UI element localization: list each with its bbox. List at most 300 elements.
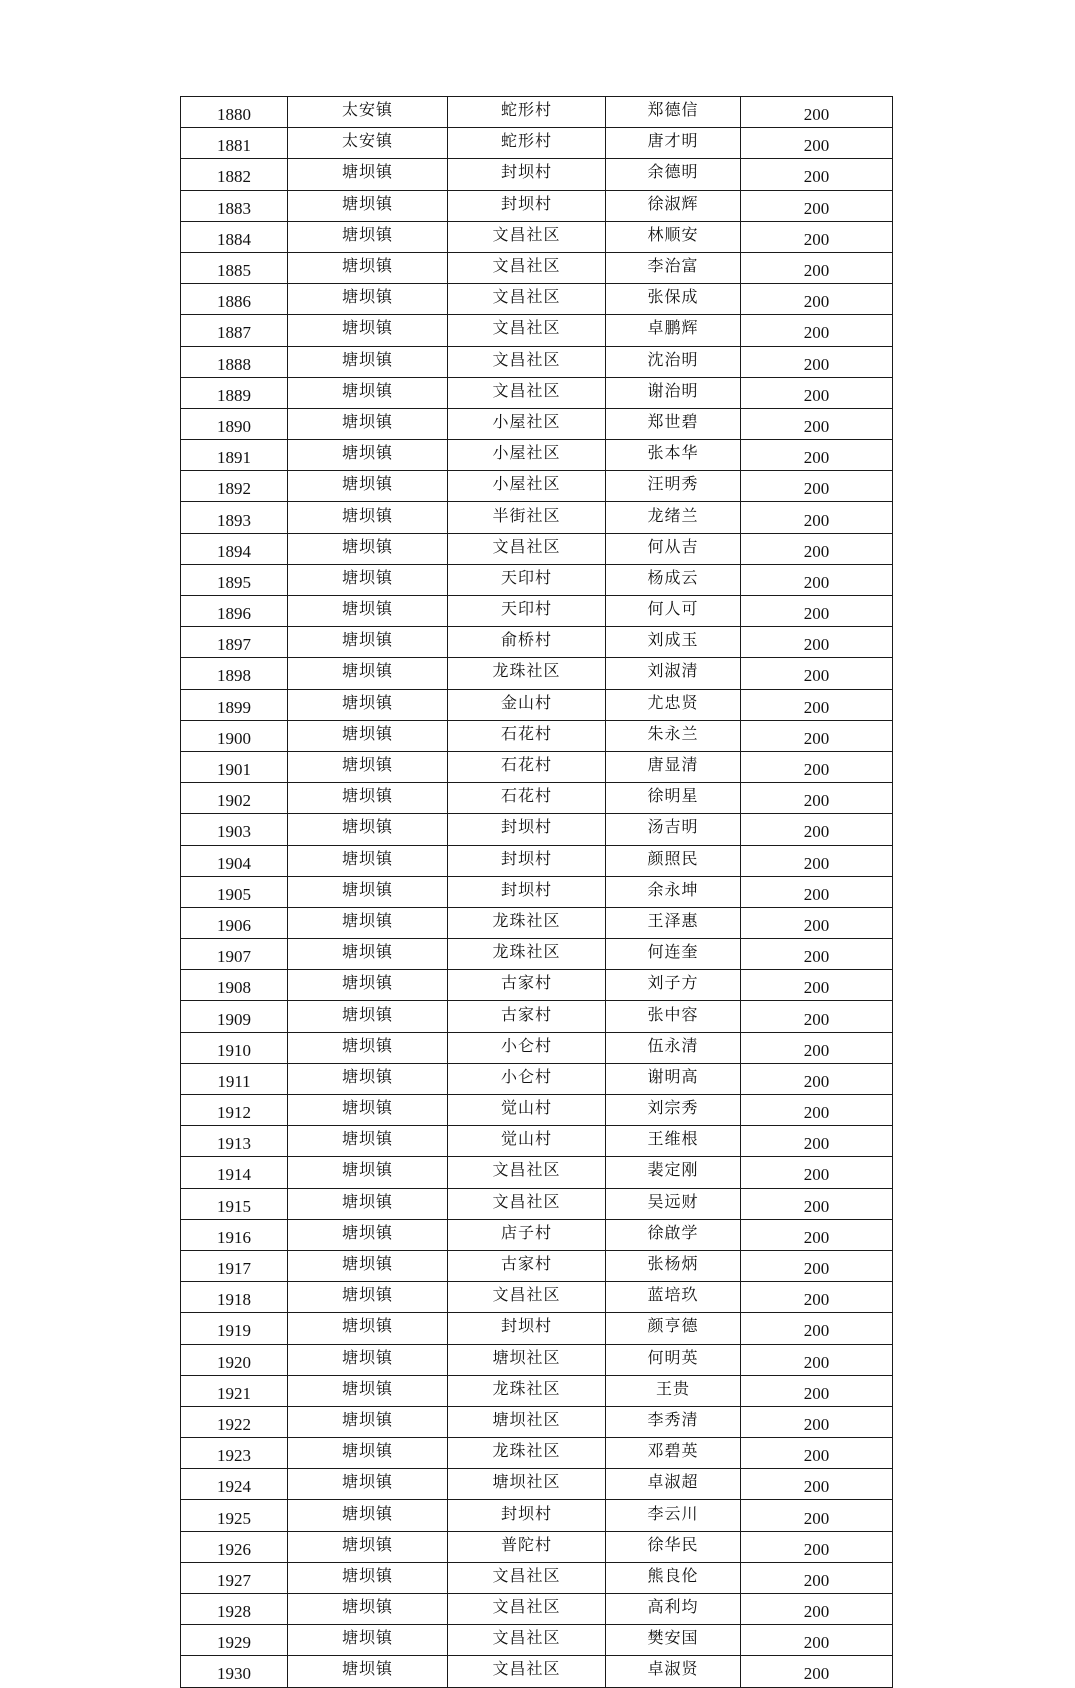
serial-number-cell: 1908 <box>181 970 288 1001</box>
village-cell: 蛇形村 <box>448 97 606 128</box>
amount-cell: 200 <box>741 97 893 128</box>
serial-number-cell: 1914 <box>181 1157 288 1188</box>
town-cell: 塘坝镇 <box>288 471 448 502</box>
name-cell: 汤吉明 <box>606 814 741 845</box>
serial-number-cell: 1926 <box>181 1531 288 1562</box>
town-cell: 塘坝镇 <box>288 1095 448 1126</box>
table-row <box>181 1531 893 1562</box>
amount-cell: 200 <box>741 1375 893 1406</box>
serial-number-cell: 1922 <box>181 1406 288 1437</box>
table-row <box>181 1344 893 1375</box>
serial-number-cell: 1906 <box>181 907 288 938</box>
amount-cell: 200 <box>741 689 893 720</box>
village-cell: 小屋社区 <box>448 408 606 439</box>
town-cell: 塘坝镇 <box>288 1344 448 1375</box>
serial-number-cell: 1882 <box>181 159 288 190</box>
town-cell: 塘坝镇 <box>288 627 448 658</box>
village-cell: 封坝村 <box>448 159 606 190</box>
name-cell: 何明英 <box>606 1344 741 1375</box>
village-cell: 石花村 <box>448 751 606 782</box>
serial-number-cell: 1897 <box>181 627 288 658</box>
name-cell: 李云川 <box>606 1500 741 1531</box>
town-cell: 塘坝镇 <box>288 159 448 190</box>
serial-number-cell: 1883 <box>181 190 288 221</box>
name-cell: 林顺安 <box>606 221 741 252</box>
village-cell: 蛇形村 <box>448 128 606 159</box>
serial-number-cell: 1886 <box>181 284 288 315</box>
serial-number-cell: 1880 <box>181 97 288 128</box>
village-cell: 小屋社区 <box>448 471 606 502</box>
name-cell: 何从吉 <box>606 533 741 564</box>
village-cell: 石花村 <box>448 783 606 814</box>
town-cell: 塘坝镇 <box>288 1250 448 1281</box>
town-cell: 塘坝镇 <box>288 502 448 533</box>
amount-cell: 200 <box>741 1001 893 1032</box>
name-cell: 卓鹏辉 <box>606 315 741 346</box>
village-cell: 俞桥村 <box>448 627 606 658</box>
village-cell: 文昌社区 <box>448 1594 606 1625</box>
town-cell: 太安镇 <box>288 97 448 128</box>
serial-number-cell: 1925 <box>181 1500 288 1531</box>
name-cell: 谢明高 <box>606 1063 741 1094</box>
serial-number-cell: 1889 <box>181 377 288 408</box>
town-cell: 塘坝镇 <box>288 1001 448 1032</box>
name-cell: 唐显清 <box>606 751 741 782</box>
serial-number-cell: 1928 <box>181 1594 288 1625</box>
village-cell: 文昌社区 <box>448 284 606 315</box>
table-row <box>181 471 893 502</box>
name-cell: 王泽惠 <box>606 907 741 938</box>
serial-number-cell: 1921 <box>181 1375 288 1406</box>
town-cell: 塘坝镇 <box>288 1531 448 1562</box>
amount-cell: 200 <box>741 1250 893 1281</box>
table-row <box>181 1032 893 1063</box>
name-cell: 张保成 <box>606 284 741 315</box>
serial-number-cell: 1918 <box>181 1282 288 1313</box>
name-cell: 余德明 <box>606 159 741 190</box>
town-cell: 塘坝镇 <box>288 564 448 595</box>
amount-cell: 200 <box>741 939 893 970</box>
name-cell: 徐明星 <box>606 783 741 814</box>
name-cell: 蓝培玖 <box>606 1282 741 1313</box>
table-row <box>181 1250 893 1281</box>
name-cell: 何人可 <box>606 596 741 627</box>
town-cell: 塘坝镇 <box>288 440 448 471</box>
amount-cell: 200 <box>741 252 893 283</box>
table-row <box>181 159 893 190</box>
name-cell: 刘淑清 <box>606 658 741 689</box>
village-cell: 文昌社区 <box>448 252 606 283</box>
serial-number-cell: 1923 <box>181 1438 288 1469</box>
village-cell: 文昌社区 <box>448 1625 606 1656</box>
village-cell: 龙珠社区 <box>448 1438 606 1469</box>
village-cell: 封坝村 <box>448 845 606 876</box>
town-cell: 太安镇 <box>288 128 448 159</box>
town-cell: 塘坝镇 <box>288 751 448 782</box>
town-cell: 塘坝镇 <box>288 1406 448 1437</box>
table-row <box>181 627 893 658</box>
name-cell: 刘宗秀 <box>606 1095 741 1126</box>
name-cell: 卓淑贤 <box>606 1656 741 1687</box>
amount-cell: 200 <box>741 1531 893 1562</box>
name-cell: 汪明秀 <box>606 471 741 502</box>
table-row <box>181 751 893 782</box>
serial-number-cell: 1899 <box>181 689 288 720</box>
amount-cell: 200 <box>741 1469 893 1500</box>
amount-cell: 200 <box>741 1406 893 1437</box>
town-cell: 塘坝镇 <box>288 1282 448 1313</box>
name-cell: 龙绪兰 <box>606 502 741 533</box>
amount-cell: 200 <box>741 377 893 408</box>
amount-cell: 200 <box>741 1282 893 1313</box>
amount-cell: 200 <box>741 190 893 221</box>
serial-number-cell: 1907 <box>181 939 288 970</box>
amount-cell: 200 <box>741 658 893 689</box>
name-cell: 李治富 <box>606 252 741 283</box>
amount-cell: 200 <box>741 284 893 315</box>
name-cell: 徐华民 <box>606 1531 741 1562</box>
town-cell: 塘坝镇 <box>288 970 448 1001</box>
serial-number-cell: 1927 <box>181 1562 288 1593</box>
amount-cell: 200 <box>741 1126 893 1157</box>
town-cell: 塘坝镇 <box>288 1469 448 1500</box>
amount-cell: 200 <box>741 564 893 595</box>
table-row <box>181 1188 893 1219</box>
table-row <box>181 1219 893 1250</box>
town-cell: 塘坝镇 <box>288 1656 448 1687</box>
amount-cell: 200 <box>741 502 893 533</box>
name-cell: 高利均 <box>606 1594 741 1625</box>
name-cell: 刘子方 <box>606 970 741 1001</box>
name-cell: 张本华 <box>606 440 741 471</box>
serial-number-cell: 1930 <box>181 1656 288 1687</box>
town-cell: 塘坝镇 <box>288 939 448 970</box>
name-cell: 张中容 <box>606 1001 741 1032</box>
amount-cell: 200 <box>741 408 893 439</box>
name-cell: 樊安国 <box>606 1625 741 1656</box>
village-cell: 文昌社区 <box>448 377 606 408</box>
town-cell: 塘坝镇 <box>288 596 448 627</box>
amount-cell: 200 <box>741 1219 893 1250</box>
name-cell: 熊良伦 <box>606 1562 741 1593</box>
village-cell: 封坝村 <box>448 1313 606 1344</box>
town-cell: 塘坝镇 <box>288 1188 448 1219</box>
table-row <box>181 1594 893 1625</box>
serial-number-cell: 1896 <box>181 596 288 627</box>
name-cell: 唐才明 <box>606 128 741 159</box>
amount-cell: 200 <box>741 1500 893 1531</box>
amount-cell: 200 <box>741 221 893 252</box>
table-row <box>181 939 893 970</box>
village-cell: 文昌社区 <box>448 221 606 252</box>
village-cell: 小屋社区 <box>448 440 606 471</box>
table-row <box>181 720 893 751</box>
village-cell: 封坝村 <box>448 1500 606 1531</box>
name-cell: 裴定刚 <box>606 1157 741 1188</box>
town-cell: 塘坝镇 <box>288 658 448 689</box>
town-cell: 塘坝镇 <box>288 1219 448 1250</box>
table-row <box>181 440 893 471</box>
table-row <box>181 1406 893 1437</box>
table-row <box>181 1625 893 1656</box>
table-row <box>181 221 893 252</box>
village-cell: 古家村 <box>448 1001 606 1032</box>
table-row <box>181 1562 893 1593</box>
name-cell: 颜照民 <box>606 845 741 876</box>
serial-number-cell: 1910 <box>181 1032 288 1063</box>
town-cell: 塘坝镇 <box>288 408 448 439</box>
amount-cell: 200 <box>741 1594 893 1625</box>
amount-cell: 200 <box>741 627 893 658</box>
village-cell: 文昌社区 <box>448 1562 606 1593</box>
town-cell: 塘坝镇 <box>288 1063 448 1094</box>
serial-number-cell: 1890 <box>181 408 288 439</box>
name-cell: 杨成云 <box>606 564 741 595</box>
town-cell: 塘坝镇 <box>288 190 448 221</box>
serial-number-cell: 1902 <box>181 783 288 814</box>
serial-number-cell: 1929 <box>181 1625 288 1656</box>
town-cell: 塘坝镇 <box>288 1500 448 1531</box>
village-cell: 文昌社区 <box>448 315 606 346</box>
town-cell: 塘坝镇 <box>288 533 448 564</box>
name-cell: 王贵 <box>606 1375 741 1406</box>
table-row <box>181 783 893 814</box>
amount-cell: 200 <box>741 970 893 1001</box>
town-cell: 塘坝镇 <box>288 221 448 252</box>
name-cell: 郑世碧 <box>606 408 741 439</box>
village-cell: 店子村 <box>448 1219 606 1250</box>
amount-cell: 200 <box>741 1656 893 1687</box>
village-cell: 塘坝社区 <box>448 1406 606 1437</box>
town-cell: 塘坝镇 <box>288 1594 448 1625</box>
serial-number-cell: 1893 <box>181 502 288 533</box>
amount-cell: 200 <box>741 1095 893 1126</box>
amount-cell: 200 <box>741 128 893 159</box>
village-cell: 小仑村 <box>448 1063 606 1094</box>
table-row <box>181 1438 893 1469</box>
table-row <box>181 1500 893 1531</box>
name-cell: 何连奎 <box>606 939 741 970</box>
table-row <box>181 564 893 595</box>
name-cell: 张杨炳 <box>606 1250 741 1281</box>
serial-number-cell: 1920 <box>181 1344 288 1375</box>
town-cell: 塘坝镇 <box>288 876 448 907</box>
table-row <box>181 346 893 377</box>
village-cell: 石花村 <box>448 720 606 751</box>
village-cell: 封坝村 <box>448 876 606 907</box>
name-cell: 卓淑超 <box>606 1469 741 1500</box>
town-cell: 塘坝镇 <box>288 346 448 377</box>
serial-number-cell: 1912 <box>181 1095 288 1126</box>
table-row <box>181 1469 893 1500</box>
village-cell: 天印村 <box>448 564 606 595</box>
town-cell: 塘坝镇 <box>288 845 448 876</box>
amount-cell: 200 <box>741 1313 893 1344</box>
serial-number-cell: 1888 <box>181 346 288 377</box>
table-row <box>181 1656 893 1687</box>
table-row <box>181 689 893 720</box>
town-cell: 塘坝镇 <box>288 783 448 814</box>
serial-number-cell: 1900 <box>181 720 288 751</box>
serial-number-cell: 1901 <box>181 751 288 782</box>
town-cell: 塘坝镇 <box>288 1375 448 1406</box>
village-cell: 天印村 <box>448 596 606 627</box>
village-cell: 古家村 <box>448 970 606 1001</box>
table-row <box>181 377 893 408</box>
table-row <box>181 128 893 159</box>
table-row <box>181 315 893 346</box>
table-row <box>181 190 893 221</box>
village-cell: 文昌社区 <box>448 533 606 564</box>
serial-number-cell: 1915 <box>181 1188 288 1219</box>
town-cell: 塘坝镇 <box>288 1313 448 1344</box>
serial-number-cell: 1884 <box>181 221 288 252</box>
name-cell: 徐啟学 <box>606 1219 741 1250</box>
village-cell: 文昌社区 <box>448 346 606 377</box>
town-cell: 塘坝镇 <box>288 907 448 938</box>
serial-number-cell: 1909 <box>181 1001 288 1032</box>
name-cell: 王维根 <box>606 1126 741 1157</box>
village-cell: 龙珠社区 <box>448 939 606 970</box>
serial-number-cell: 1881 <box>181 128 288 159</box>
table-row <box>181 408 893 439</box>
village-cell: 龙珠社区 <box>448 658 606 689</box>
amount-cell: 200 <box>741 440 893 471</box>
village-cell: 塘坝社区 <box>448 1469 606 1500</box>
town-cell: 塘坝镇 <box>288 1625 448 1656</box>
table-row <box>181 907 893 938</box>
table-row <box>181 1375 893 1406</box>
village-cell: 文昌社区 <box>448 1656 606 1687</box>
town-cell: 塘坝镇 <box>288 1032 448 1063</box>
name-cell: 郑德信 <box>606 97 741 128</box>
village-cell: 文昌社区 <box>448 1282 606 1313</box>
amount-cell: 200 <box>741 1344 893 1375</box>
serial-number-cell: 1891 <box>181 440 288 471</box>
name-cell: 谢治明 <box>606 377 741 408</box>
town-cell: 塘坝镇 <box>288 284 448 315</box>
table-row <box>181 502 893 533</box>
name-cell: 朱永兰 <box>606 720 741 751</box>
serial-number-cell: 1924 <box>181 1469 288 1500</box>
village-cell: 半街社区 <box>448 502 606 533</box>
table-row <box>181 658 893 689</box>
serial-number-cell: 1917 <box>181 1250 288 1281</box>
amount-cell: 200 <box>741 596 893 627</box>
table-row <box>181 1313 893 1344</box>
serial-number-cell: 1911 <box>181 1063 288 1094</box>
serial-number-cell: 1903 <box>181 814 288 845</box>
amount-cell: 200 <box>741 471 893 502</box>
village-cell: 金山村 <box>448 689 606 720</box>
serial-number-cell: 1894 <box>181 533 288 564</box>
amount-cell: 200 <box>741 907 893 938</box>
table-row <box>181 970 893 1001</box>
town-cell: 塘坝镇 <box>288 315 448 346</box>
town-cell: 塘坝镇 <box>288 689 448 720</box>
name-cell: 沈治明 <box>606 346 741 377</box>
amount-cell: 200 <box>741 1032 893 1063</box>
amount-cell: 200 <box>741 346 893 377</box>
table-row <box>181 1157 893 1188</box>
village-cell: 塘坝社区 <box>448 1344 606 1375</box>
town-cell: 塘坝镇 <box>288 720 448 751</box>
payment-list-table <box>180 96 893 1688</box>
serial-number-cell: 1898 <box>181 658 288 689</box>
town-cell: 塘坝镇 <box>288 1157 448 1188</box>
table-row <box>181 1282 893 1313</box>
serial-number-cell: 1905 <box>181 876 288 907</box>
table-row <box>181 845 893 876</box>
table-row <box>181 1095 893 1126</box>
name-cell: 尤忠贤 <box>606 689 741 720</box>
village-cell: 封坝村 <box>448 190 606 221</box>
name-cell: 邓碧英 <box>606 1438 741 1469</box>
amount-cell: 200 <box>741 1157 893 1188</box>
table-row <box>181 1126 893 1157</box>
village-cell: 文昌社区 <box>448 1157 606 1188</box>
serial-number-cell: 1919 <box>181 1313 288 1344</box>
village-cell: 封坝村 <box>448 814 606 845</box>
town-cell: 塘坝镇 <box>288 1126 448 1157</box>
village-cell: 龙珠社区 <box>448 1375 606 1406</box>
amount-cell: 200 <box>741 783 893 814</box>
village-cell: 小仑村 <box>448 1032 606 1063</box>
amount-cell: 200 <box>741 876 893 907</box>
serial-number-cell: 1913 <box>181 1126 288 1157</box>
table-row <box>181 1001 893 1032</box>
serial-number-cell: 1904 <box>181 845 288 876</box>
table-row <box>181 814 893 845</box>
village-cell: 龙珠社区 <box>448 907 606 938</box>
village-cell: 文昌社区 <box>448 1188 606 1219</box>
amount-cell: 200 <box>741 720 893 751</box>
name-cell: 李秀清 <box>606 1406 741 1437</box>
table-row <box>181 97 893 128</box>
village-cell: 普陀村 <box>448 1531 606 1562</box>
name-cell: 余永坤 <box>606 876 741 907</box>
amount-cell: 200 <box>741 315 893 346</box>
amount-cell: 200 <box>741 1625 893 1656</box>
serial-number-cell: 1895 <box>181 564 288 595</box>
town-cell: 塘坝镇 <box>288 1562 448 1593</box>
serial-number-cell: 1892 <box>181 471 288 502</box>
name-cell: 伍永清 <box>606 1032 741 1063</box>
village-cell: 觉山村 <box>448 1126 606 1157</box>
table-row <box>181 876 893 907</box>
name-cell: 颜亨德 <box>606 1313 741 1344</box>
amount-cell: 200 <box>741 159 893 190</box>
serial-number-cell: 1885 <box>181 252 288 283</box>
serial-number-cell: 1916 <box>181 1219 288 1250</box>
town-cell: 塘坝镇 <box>288 252 448 283</box>
table-row <box>181 533 893 564</box>
name-cell: 吴远财 <box>606 1188 741 1219</box>
village-cell: 古家村 <box>448 1250 606 1281</box>
amount-cell: 200 <box>741 1438 893 1469</box>
amount-cell: 200 <box>741 751 893 782</box>
table-row <box>181 596 893 627</box>
table-body <box>181 97 893 1688</box>
town-cell: 塘坝镇 <box>288 1438 448 1469</box>
town-cell: 塘坝镇 <box>288 377 448 408</box>
town-cell: 塘坝镇 <box>288 814 448 845</box>
amount-cell: 200 <box>741 1188 893 1219</box>
serial-number-cell: 1887 <box>181 315 288 346</box>
amount-cell: 200 <box>741 814 893 845</box>
amount-cell: 200 <box>741 845 893 876</box>
amount-cell: 200 <box>741 1063 893 1094</box>
